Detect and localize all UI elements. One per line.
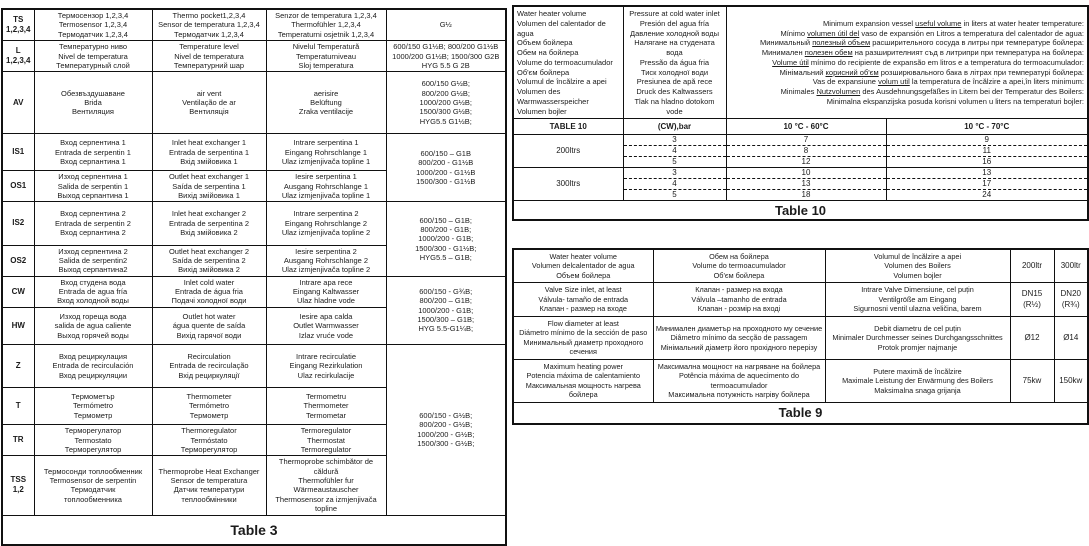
cell-bg: Термосензор 1,2,3,4 Termosensor 1,2,3,4 Термодатчик 1,2,3,4 bbox=[34, 9, 152, 41]
cell-bg: Изход серпентина 1 Salida de serpentin 1 Выход серпантина 1 bbox=[34, 171, 152, 202]
cell-ro: Termoregulator Thermostat Termoregulator bbox=[266, 425, 386, 456]
subheader-70c: 10 °C - 70°C bbox=[886, 119, 1088, 135]
table-10 bbox=[512, 5, 1089, 221]
header-volume: Water heater volume Volumen del calentador de agua Объем бойлера Обем на бойлера Volume do termoacumulador Об'єм бойлера Volumul de încălzire a apei Volumen des Warmwasserspeicher Volumen bojler bbox=[513, 6, 623, 119]
table-row-ts bbox=[2, 9, 506, 41]
bar-value: 4 bbox=[623, 179, 726, 190]
vessel-70c-value: 24 bbox=[886, 190, 1088, 201]
vessel-60c-value: 18 bbox=[726, 190, 886, 201]
table-row-is2 bbox=[2, 202, 506, 245]
code-cell: CW bbox=[2, 276, 34, 307]
code-cell: TS 1,2,3,4 bbox=[2, 9, 34, 41]
subheader-cw-bar: (CW),bar bbox=[623, 119, 726, 135]
cell-en: Inlet heat exchanger 2 Entrada de serpentina 2 Вхід змійовика 2 bbox=[152, 202, 266, 245]
code-cell: L 1,2,3,4 bbox=[2, 41, 34, 72]
code-cell: Z bbox=[2, 344, 34, 387]
table-row-valve-size bbox=[513, 283, 1088, 316]
cell-ro: Intrare apa rece Eingang Kaltwasser Ulaz hladne vode bbox=[266, 276, 386, 307]
vessel-60c-value: 7 bbox=[726, 135, 886, 146]
bar-value: 3 bbox=[623, 168, 726, 179]
table-row-300-bar3 bbox=[513, 168, 1088, 179]
cell-desc-2: Максимална мощност на нагряване на бойлера Potência máxima de aquecimento do termoacumulador Максимальна потужність нагріву бойлера bbox=[653, 359, 825, 402]
table-9-caption: Table 9 bbox=[513, 402, 1088, 424]
cell-ro: Nivelul Temperatură Temperaturniveau Sloj temperatura bbox=[266, 41, 386, 72]
code-cell: HW bbox=[2, 307, 34, 344]
cell-bg: Термометър Termómetro Термометр bbox=[34, 388, 152, 425]
size-cell: 600/150 - G¾B; 800/200 – G1B; 1000/200 - G1B; 1500/300 – G1B; HYG 5.5-G1¼B; bbox=[386, 276, 506, 344]
cell-en: Inlet cold water Entrada de água fria Подачі холодної води bbox=[152, 276, 266, 307]
table-row-flow-diameter bbox=[513, 316, 1088, 359]
code-cell: TSS 1,2 bbox=[2, 456, 34, 515]
code-cell: TR bbox=[2, 425, 34, 456]
cell-bg: Изход гореща вода salida de agua caliente Выход горячей воды bbox=[34, 307, 152, 344]
value-300: DN20 (R¾) bbox=[1054, 283, 1088, 316]
table-3-caption-row bbox=[2, 515, 506, 545]
table-10-header-row bbox=[513, 6, 1088, 119]
code-cell: IS2 bbox=[2, 202, 34, 245]
cell-desc-1: Water heater volume Volumen delcalentador de agua Объем бойлера bbox=[513, 249, 653, 283]
code-cell: OS2 bbox=[2, 245, 34, 276]
table-row-l bbox=[2, 41, 506, 72]
value-300: 300ltr bbox=[1054, 249, 1088, 283]
vessel-70c-value: 11 bbox=[886, 146, 1088, 157]
cell-desc-1: Flow diameter at least Diámetro mínimo de la sección de paso Минимальный диаметр проходного сечения bbox=[513, 316, 653, 359]
vessel-70c-value: 13 bbox=[886, 168, 1088, 179]
table-3 bbox=[1, 8, 507, 546]
value-200: 200ltr bbox=[1010, 249, 1054, 283]
cell-bg: Терморегулатор Termostato Терморегулятор bbox=[34, 425, 152, 456]
size-cell: 600/150 – G1B 800/200 - G1½B 1000/200 - G1½B 1500/300 - G1½B bbox=[386, 134, 506, 202]
cell-en: Thermoregulator Termóstato Терморегулятор bbox=[152, 425, 266, 456]
bar-value: 5 bbox=[623, 190, 726, 201]
subheader-60c: 10 °C - 60°C bbox=[726, 119, 886, 135]
table-3-caption: Table 3 bbox=[2, 515, 506, 545]
table-9 bbox=[512, 248, 1089, 425]
cell-desc-2: Обем на бойлера Volume do termoacumulador Об'єм бойлера bbox=[653, 249, 825, 283]
cell-en: Inlet heat exchanger 1 Entrada de serpentina 1 Вхід змійовика 1 bbox=[152, 134, 266, 171]
vessel-60c-value: 13 bbox=[726, 179, 886, 190]
cell-bg: Вход рециркулация Entrada de recirculación Вход рециркуляции bbox=[34, 344, 152, 387]
table-row-cw bbox=[2, 276, 506, 307]
cell-ro: Intrare recirculatie Eingang Rezirkulation Ulaz recirkulacije bbox=[266, 344, 386, 387]
table-row-is1 bbox=[2, 134, 506, 171]
cell-desc-2: Минимален диаметър на проходното му сечение Diâmetro mínimo da secção de passagem Мінімальний діаметр його прохідного перерізу bbox=[653, 316, 825, 359]
table-9-caption-row bbox=[513, 402, 1088, 424]
cell-en: Thermoprobe Heat Exchanger Sensor de temperatura Датчик температури теплообмінники bbox=[152, 456, 266, 515]
vessel-70c-value: 9 bbox=[886, 135, 1088, 146]
cell-en: Thermo pocket1,2,3,4 Sensor de temperatura 1,2,3,4 Термодатчик 1,2,3,4 bbox=[152, 9, 266, 41]
cell-bg: Изход серпентина 2 Salida de serpentin2 Выход серпантина2 bbox=[34, 245, 152, 276]
table-row-200-bar3 bbox=[513, 135, 1088, 146]
code-cell: T bbox=[2, 388, 34, 425]
cell-en: Outlet heat exchanger 1 Saída de serpentina 1 Вихід змійовика 1 bbox=[152, 171, 266, 202]
cell-en: Outlet hot water água quente de saída Вихід гарячої води bbox=[152, 307, 266, 344]
cell-ro: Termometru Thermometer Termometar bbox=[266, 388, 386, 425]
size-cell: 600/150 – G1B; 800/200 - G1B; 1000/200 - G1B; 1500/300 - G1½B; HYG5.5 – G1B; bbox=[386, 202, 506, 276]
cell-en: Outlet heat exchanger 2 Saída de serpentina 2 Вихід змійовика 2 bbox=[152, 245, 266, 276]
code-cell: OS1 bbox=[2, 171, 34, 202]
bar-value: 5 bbox=[623, 157, 726, 168]
cell-bg: Вход серпентина 1 Entrada de serpentin 1 Вход серпантина 1 bbox=[34, 134, 152, 171]
value-200: DN15 (R½) bbox=[1010, 283, 1054, 316]
vessel-60c-value: 8 bbox=[726, 146, 886, 157]
header-pressure: Pressure at cold water inlet Presión del agua fría Давление холодной воды Налягане на студената вода Pressão da água fria Тиск холодної води Presiunea de apă rece Druck des Kaltwassers Tlak na hladno dotokom vode bbox=[623, 6, 726, 119]
cell-ro: Intrare serpentina 2 Eingang Rohrschlange 2 Ulaz izmjenjivača topline 2 bbox=[266, 202, 386, 245]
value-200: 75kw bbox=[1010, 359, 1054, 402]
cell-ro: aerisire Belüftung Zraka ventilacije bbox=[266, 72, 386, 134]
cell-desc-3: Volumul de încălzire a apei Volumen des Boilers Volumen bojler bbox=[825, 249, 1010, 283]
table-row-z bbox=[2, 344, 506, 387]
cell-bg: Термосонди топлообменник Termosensor de serpentin Термодатчик топлообменника bbox=[34, 456, 152, 515]
cell-ro: Intrare serpentina 1 Eingang Rohrschlange 1 Ulaz izmjenjivača topline 1 bbox=[266, 134, 386, 171]
cell-desc-1: Valve Size inlet, at least Válvula- tamaño de entrada Клапан - размер на входе bbox=[513, 283, 653, 316]
code-cell: IS1 bbox=[2, 134, 34, 171]
cell-ro: Thermoprobe schimbător de căldură Thermofühler fur Wärmeaustauscher Thermosensor za izmjenjivača topline bbox=[266, 456, 386, 515]
table-row-volume bbox=[513, 249, 1088, 283]
cell-bg: Вход студена вода Entrada de agua fría Вход холодной воды bbox=[34, 276, 152, 307]
volume-label: 200ltrs bbox=[513, 135, 623, 168]
cell-en: air vent Ventilação de ar Вентиляція bbox=[152, 72, 266, 134]
value-300: 150kw bbox=[1054, 359, 1088, 402]
size-cell: 600/150 - G½B; 800/200 - G½B; 1000/200 - G½B; 1500/300 - G½B; bbox=[386, 344, 506, 515]
cell-bg: Вход серпентина 2 Entrada de serpentin 2 Вход серпантина 2 bbox=[34, 202, 152, 245]
size-cell: 600/150 G1½B; 800/200 G1½B 1000/200 G1½B; 1500/300 G2B HYG 5.5 G 2B bbox=[386, 41, 506, 72]
size-cell: 600/150 G½B; 800/200 G½B; 1000/200 G½B; 1500/300 G½B; HYG5.5 G1½B; bbox=[386, 72, 506, 134]
cell-desc-3: Intrare Valve Dimensiune, cel puțin Ventilgröße am Eingang Sigurnosni ventil ulazna veličina, barem bbox=[825, 283, 1010, 316]
cell-ro: Iesire apa calda Outlet Warmwasser Izlaz vruće vode bbox=[266, 307, 386, 344]
cell-en: Recirculation Entrada de recirculação Вхід рециркуляції bbox=[152, 344, 266, 387]
bar-value: 4 bbox=[623, 146, 726, 157]
vessel-60c-value: 12 bbox=[726, 157, 886, 168]
header-expansion-vessel: Minimum expansion vessel useful volume in liters at water heater temperature: Mínimo volumen útil del vaso de expansión en Litros a temperatura del calentador de agua: Минимальный полезный объем расширительного сосуда в литры при температуре бойлера: Минимален полезен обем на разширителният съд в литрипри при температура на бойлера: Volume útil mínimo do recipiente de expansão em litros e a temperatura do termoacumulador: Мінімальний корисний об'єм розширювального бака в літрах при температурі бойлера: Vas de expansiune volum util la temperatura de încălzire a apei,în liters minimum: Minimales Nutzvolumen des Ausdehnungsgefäßes in Litern bei der Temperatur des Boilers: Minimalna ekspanzijska posuda korisni volumen u liters na temperaturi bojler: bbox=[726, 6, 1088, 119]
vessel-70c-value: 17 bbox=[886, 179, 1088, 190]
cell-desc-1: Maximum heating power Potencia máxima de calentamiento Максимальная мощность нагрева бойлера bbox=[513, 359, 653, 402]
cell-ro: Senzor de temperatura 1,2,3,4 Thermofühler 1,2,3,4 Temperaturni osjetnik 1,2,3,4 bbox=[266, 9, 386, 41]
volume-label: 300ltrs bbox=[513, 168, 623, 201]
table-10-subheader-row bbox=[513, 119, 1088, 135]
size-cell: G½ bbox=[386, 9, 506, 41]
cell-desc-2: Клапан - размер на входа Válvula –tamanho de entrada Клапан - розмір на вході bbox=[653, 283, 825, 316]
table-10-caption: Table 10 bbox=[513, 201, 1088, 221]
code-cell: AV bbox=[2, 72, 34, 134]
cell-ro: Iesire serpentina 1 Ausgang Rohrschlange 1 Ulaz izmjenjivača topline 1 bbox=[266, 171, 386, 202]
value-300: Ø14 bbox=[1054, 316, 1088, 359]
vessel-60c-value: 10 bbox=[726, 168, 886, 179]
cell-desc-3: Putere maximă de încălzire Maximale Leistung der Erwärmung des Boilers Maksimalna snaga grijanja bbox=[825, 359, 1010, 402]
table-10-caption-row bbox=[513, 201, 1088, 221]
subheader-table10: TABLE 10 bbox=[513, 119, 623, 135]
cell-desc-3: Debit diametru de cel puțin Minimaler Durchmesser seines Durchgangsschnittes Protok promjer najmanje bbox=[825, 316, 1010, 359]
cell-bg: Обезвъздушаване Brida Вентиляция bbox=[34, 72, 152, 134]
bar-value: 3 bbox=[623, 135, 726, 146]
cell-en: Thermometer Termómetro Термометр bbox=[152, 388, 266, 425]
table-row-av bbox=[2, 72, 506, 134]
cell-bg: Температурно ниво Nivel de temperatura Температурный слой bbox=[34, 41, 152, 72]
cell-en: Temperature level Nivel de temperatura Температурний шар bbox=[152, 41, 266, 72]
table-row-heating-power bbox=[513, 359, 1088, 402]
value-200: Ø12 bbox=[1010, 316, 1054, 359]
cell-ro: Iesire serpentina 2 Ausgang Rohrschlange 2 Ulaz izmjenjivača topline 2 bbox=[266, 245, 386, 276]
vessel-70c-value: 16 bbox=[886, 157, 1088, 168]
